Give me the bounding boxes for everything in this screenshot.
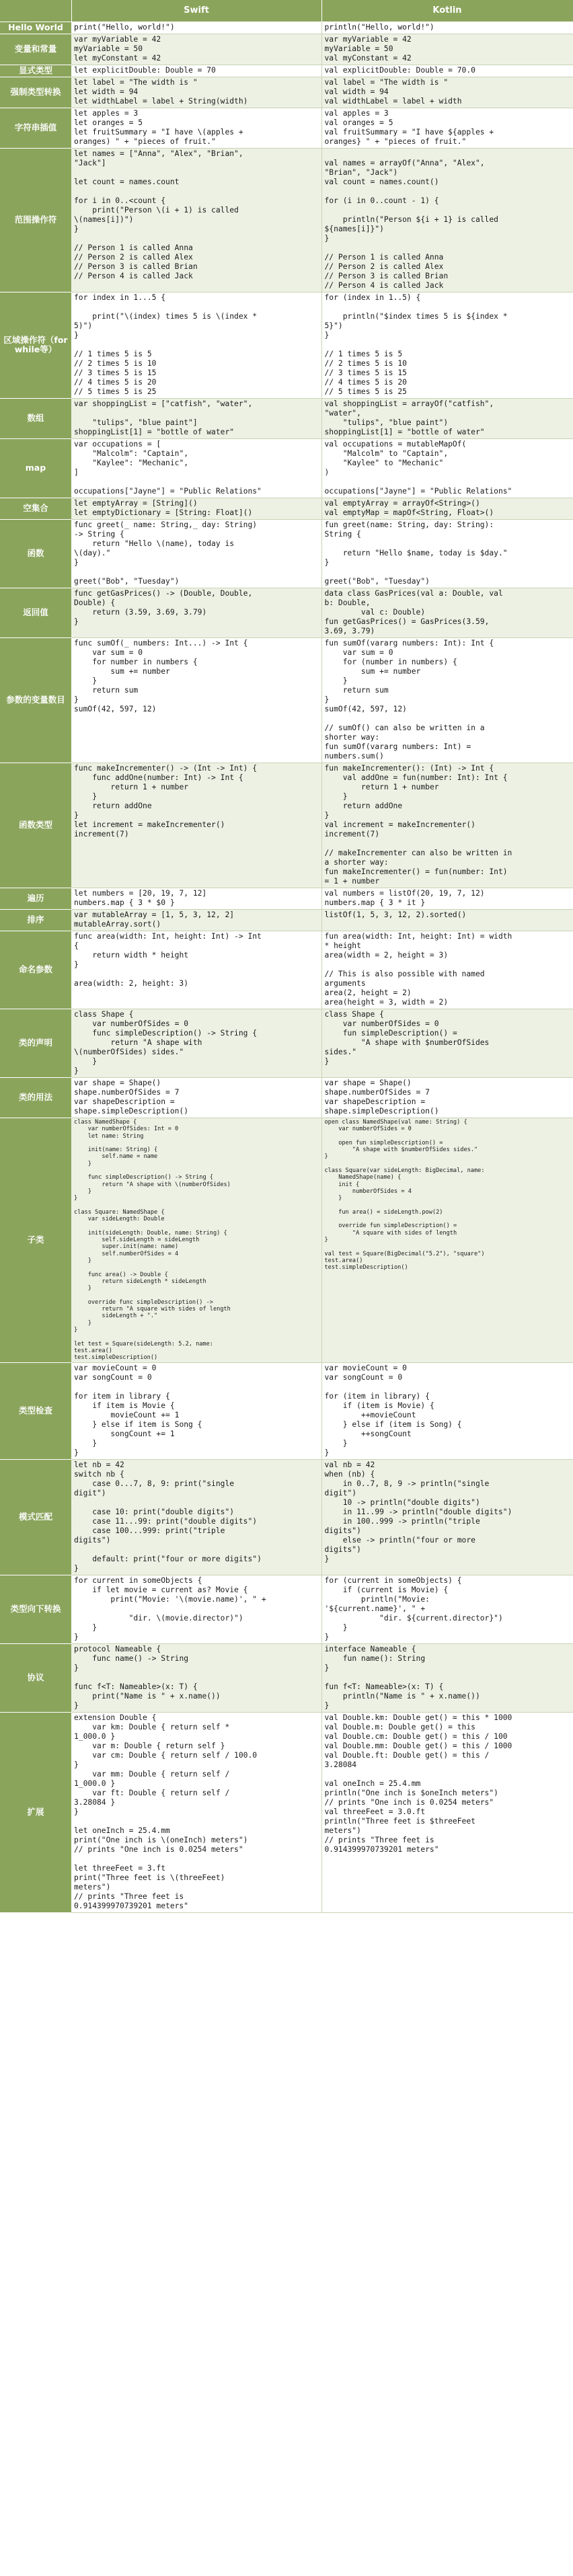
swift-cell [71, 1363, 321, 1460]
kotlin-code: open class NamedShape(val name: String) { var numberOfSides = 0 open fun simpleDescription() = "A shape with $numberOfSides sides." } class Square(var sideLength: BigDecimal, name: NamedShape(name) { init { numberOfSides = 4 } fun area() = sideLength.pow(2) override fun simpleDescription() = "A square with sides of length } val test = Square(BigDecimal("5.2"), "square") test.area() test.simpleDescription() [324, 1119, 485, 1272]
table-row [0, 888, 573, 910]
swift-cell [71, 399, 321, 439]
kotlin-code: listOf(1, 5, 3, 12, 2).sorted() [324, 910, 467, 919]
kotlin-code: fun area(width: Int, height: Int) = width * height area(width = 2, height = 3) // This is also possible with named arguments area(2, height = 2) area(height = 3, width = 2) [324, 932, 512, 1007]
row-topic: map [0, 439, 71, 498]
kotlin-code: val label = "The width is " val width = 94 val widthLabel = label + width [324, 78, 462, 106]
kotlin-code: val shoppingList = arrayOf("catfish", "water", "tulips", "blue paint") shoppingList[1] = "bottle of water" [324, 399, 494, 436]
row-topic: 返回值 [0, 588, 71, 638]
kotlin-cell [321, 931, 573, 1009]
table-row [0, 1713, 573, 1913]
row-topic: Hello World [0, 22, 71, 34]
kotlin-code: var myVariable = 42 myVariable = 50 val myConstant = 42 [324, 35, 412, 63]
kotlin-code: interface Nameable { fun name(): String } fun f<T: Nameable>(x: T) { println("Name is " + x.name()) } [324, 1645, 480, 1711]
kotlin-cell [321, 292, 573, 399]
swift-code: let explicitDouble: Double = 70 [74, 66, 216, 75]
table-row [0, 1460, 573, 1575]
swift-cell [71, 638, 321, 763]
row-topic: 函数类型 [0, 763, 71, 888]
header-swift: Swift [71, 0, 321, 22]
swift-code: var shape = Shape() shape.numberOfSides = 7 var shapeDescription = shape.simpleDescription() [74, 1079, 189, 1116]
swift-code: let label = "The width is " let width = 94 let widthLabel = label + String(width) [74, 78, 248, 106]
kotlin-code: class Shape { var numberOfSides = 0 fun simpleDescription() = "A shape with $numberOfSides sides." } [324, 1010, 490, 1066]
kotlin-code: data class GasPrices(val a: Double, val b: Double, val c: Double) fun getGasPrices() = GasPrices(3.59, 3.69, 3.79) [324, 589, 503, 635]
kotlin-cell [321, 1644, 573, 1713]
kotlin-code: val numbers = listOf(20, 19, 7, 12) numbers.map { 3 * it } [324, 889, 485, 907]
kotlin-cell [321, 399, 573, 439]
header-topic [0, 0, 71, 22]
row-topic: 扩展 [0, 1713, 71, 1913]
kotlin-cell [321, 1460, 573, 1575]
swift-code: func area(width: Int, height: Int) -> Int { return width * height } area(width: 2, height: 3) [74, 932, 262, 988]
row-topic: 函数 [0, 520, 71, 588]
row-topic: 子类 [0, 1118, 71, 1363]
kotlin-code: val names = arrayOf("Anna", "Alex", "Brian", "Jack") val count = names.count() for (i in 0..count - 1) { println("Person ${i + 1} is called ${names[i]}") } // Person 1 is called Anna // Person 2 is called Alex // Person 3 is called Brian // Person 4 is called Jack [324, 159, 498, 290]
kotlin-code: val explicitDouble: Double = 70.0 [324, 66, 475, 75]
row-topic: 显式类型 [0, 65, 71, 77]
row-topic: 类的用法 [0, 1078, 71, 1118]
swift-cell [71, 520, 321, 588]
kotlin-cell [321, 498, 573, 520]
header-kotlin: Kotlin [321, 0, 573, 22]
row-topic: 模式匹配 [0, 1460, 71, 1575]
swift-code: for index in 1...5 { print("\(index) times 5 is \(index * 5)") } // 1 times 5 is 5 // 2 times 5 is 10 // 3 times 5 is 15 // 4 times 5 is 20 // 5 times 5 is 25 [74, 293, 258, 396]
table-row [0, 910, 573, 931]
kotlin-cell [321, 22, 573, 34]
kotlin-cell [321, 1009, 573, 1078]
kotlin-code: println("Hello, world!") [324, 23, 434, 32]
swift-code: print("Hello, world!") [74, 23, 175, 32]
kotlin-cell [321, 1118, 573, 1363]
swift-code: protocol Nameable { func name() -> String } func f<T: Nameable>(x: T) { print("Name is " + x.name()) } [74, 1645, 221, 1711]
swift-code: class Shape { var numberOfSides = 0 func simpleDescription() -> String { return "A shape with \(numberOfSides) sides." } } [74, 1010, 258, 1075]
swift-cell [71, 1644, 321, 1713]
table-row [0, 292, 573, 399]
row-topic: 协议 [0, 1644, 71, 1713]
row-topic: 类的声明 [0, 1009, 71, 1078]
swift-cell [71, 1713, 321, 1913]
table-row [0, 149, 573, 292]
swift-code: func greet(_ name: String,_ day: String) -> String { return "Hello \(name), today is \(day)." } greet("Bob", "Tuesday") [74, 520, 258, 586]
kotlin-cell [321, 638, 573, 763]
row-topic: 类型检查 [0, 1363, 71, 1460]
swift-cell [71, 588, 321, 638]
row-topic: 强制类型转换 [0, 77, 71, 108]
swift-code: func getGasPrices() -> (Double, Double, Double) { return (3.59, 3.69, 3.79) } [74, 589, 253, 626]
table-row [0, 399, 573, 439]
swift-code: var shoppingList = ["catfish", "water", "tulips", "blue paint"] shoppingList[1] = "bottle of water" [74, 399, 253, 436]
kotlin-code: for (index in 1..5) { println("$index times 5 is ${index * 5}") } // 1 times 5 is 5 // 2 times 5 is 10 // 3 times 5 is 15 // 4 times 5 is 20 // 5 times 5 is 25 [324, 293, 508, 396]
row-topic: 参数的变量数目 [0, 638, 71, 763]
table-row [0, 1644, 573, 1713]
table-row [0, 108, 573, 149]
kotlin-code: fun greet(name: String, day: String): String { return "Hello $name, today is $day." } greet("Bob", "Tuesday") [324, 520, 508, 586]
kotlin-code: val nb = 42 when (nb) { in 0..7, 8, 9 -> println("single digit") 10 -> println("double digits") in 11..99 -> println("double digits") in 100..999 -> println("triple digits") else -> println("four or more digits") } [324, 1460, 512, 1564]
swift-code: let numbers = [20, 19, 7, 12] numbers.map { 3 * $0 } [74, 889, 207, 907]
kotlin-code: fun sumOf(vararg numbers: Int): Int { var sum = 0 for (number in numbers) { sum += number } return sum } sumOf(42, 597, 12) // sumOf() can also be written in a shorter way: fun sumOf(vararg numbers: Int) = numbers.sum() [324, 639, 494, 760]
table-row [0, 1078, 573, 1118]
swift-code: func makeIncrementer() -> (Int -> Int) { func addOne(number: Int) -> Int { return 1 + number } return addOne } let increment = makeIncrementer() increment(7) [74, 764, 258, 838]
swift-code: var myVariable = 42 myVariable = 50 let myConstant = 42 [74, 35, 161, 63]
row-topic: 变量和常量 [0, 34, 71, 65]
kotlin-code: val emptyArray = arrayOf<String>() val emptyMap = mapOf<String, Float>() [324, 499, 494, 517]
swift-code: class NamedShape { var numberOfSides: Int = 0 let name: String init(name: String) { self.name = name } func simpleDescription() -> String { return "A shape with \(numberOfSides) } } class Square: NamedShape { var sideLength: Double init(sideLength: Double, name: String) { self.sideLength = sideLength super.init(name: name) self.numberOfSides = 4 } func area() -> Double { return sideLength * sideLength } override func simpleDescription() -> return "A square with sides of length sideLength + "." } } let test = Square(sideLength: 5.2, name: test.area() test.simpleDescription() [74, 1119, 231, 1362]
kotlin-cell [321, 149, 573, 292]
table-row [0, 1118, 573, 1363]
swift-cell [71, 22, 321, 34]
kotlin-cell [321, 34, 573, 65]
swift-code: let nb = 42 switch nb { case 0...7, 8, 9: print("single digit") case 10: print("double digits") case 11...99: print("double digits") case 100...999: print("triple digits") default: print("four or more digits") } [74, 1460, 262, 1573]
kotlin-code: var movieCount = 0 var songCount = 0 for (item in library) { if (item is Movie) { ++movieCount } else if (item is Song) { ++songCount } } [324, 1364, 462, 1458]
kotlin-cell [321, 77, 573, 108]
table-row [0, 498, 573, 520]
swift-cell [71, 1078, 321, 1118]
swift-cell [71, 439, 321, 498]
swift-cell [71, 292, 321, 399]
swift-cell [71, 1575, 321, 1644]
kotlin-cell [321, 1575, 573, 1644]
swift-cell [71, 763, 321, 888]
table-row [0, 65, 573, 77]
kotlin-code: var shape = Shape() shape.numberOfSides = 7 var shapeDescription = shape.simpleDescription() [324, 1079, 439, 1116]
kotlin-cell [321, 588, 573, 638]
swift-code: func sumOf(_ numbers: Int...) -> Int { var sum = 0 for number in numbers { sum += number } return sum } sumOf(42, 597, 12) [74, 639, 248, 713]
table-row [0, 77, 573, 108]
kotlin-code: val Double.km: Double get() = this * 1000 val Double.m: Double get() = this val Double.cm: Double get() = this / 100 val Double.mm: Double get() = this / 1000 val Double.ft: Double get() = this / 3.28084 val oneInch = 25.4.mm println("One inch is $oneInch meters") // prints "One inch is 0.0254 meters" val threeFeet = 3.0.ft println("Three feet is $threeFeet meters") // prints "Three feet is 0.914399970739201 meters" [324, 1713, 512, 1855]
header-row [0, 0, 573, 22]
row-topic: 遍历 [0, 888, 71, 910]
swift-code: for current in someObjects { if let movie = current as? Movie { print("Movie: '\(movie.name)', " + "dir. \(movie.director)") } } [74, 1576, 266, 1642]
swift-cell [71, 888, 321, 910]
swift-code: let names = ["Anna", "Alex", "Brian", "Jack"] let count = names.count for i in 0..<count { print("Person \(i + 1) is called \(names[i])") } // Person 1 is called Anna // Person 2 is called Alex // Person 3 is called Brian // Person 4 is called Jack [74, 149, 243, 280]
kotlin-code: val occupations = mutableMapOf( "Malcolm" to "Captain", "Kaylee" to "Mechanic" ) occupations["Jayne"] = "Public Relations" [324, 440, 512, 496]
swift-code: var mutableArray = [1, 5, 3, 12, 2] mutableArray.sort() [74, 910, 235, 929]
table-row [0, 520, 573, 588]
swift-cell [71, 931, 321, 1009]
swift-code: var movieCount = 0 var songCount = 0 for item in library { if item is Movie { movieCount += 1 } else if item is Song { songCount += 1 } } [74, 1364, 202, 1458]
swift-cell [71, 65, 321, 77]
kotlin-cell [321, 108, 573, 149]
swift-cell [71, 1460, 321, 1575]
kotlin-code: for (current in someObjects) { if (current is Movie) { println("Movie: '${current.name}', " + "dir. ${current.director}") } } [324, 1576, 503, 1642]
swift-cell [71, 1118, 321, 1363]
table-row [0, 1575, 573, 1644]
swift-code: let emptyArray = [String]() let emptyDictionary = [String: Float]() [74, 499, 253, 517]
row-topic: 数组 [0, 399, 71, 439]
kotlin-code: fun makeIncrementer(): (Int) -> Int { val addOne = fun(number: Int): Int { return 1 + number } return addOne } val increment = makeIncrementer() increment(7) // makeIncrementer can also be written in a shorter way: fun makeIncrementer() = fun(number: Int) = 1 + number [324, 764, 512, 886]
kotlin-cell [321, 1713, 573, 1913]
swift-code: let apples = 3 let oranges = 5 let fruitSummary = "I have \(apples + oranges) " + "pieces of fruit." [74, 109, 243, 146]
kotlin-cell [321, 1078, 573, 1118]
table-row [0, 638, 573, 763]
table-row [0, 763, 573, 888]
table-row [0, 931, 573, 1009]
kotlin-cell [321, 888, 573, 910]
row-topic: 类型向下转换 [0, 1575, 71, 1644]
swift-code: var occupations = [ "Malcolm": "Captain", "Kaylee": "Mechanic", ] occupations["Jayne"] = "Public Relations" [74, 440, 262, 496]
swift-cell [71, 108, 321, 149]
row-topic: 排序 [0, 910, 71, 931]
kotlin-cell [321, 910, 573, 931]
table-row [0, 439, 573, 498]
table-row [0, 1009, 573, 1078]
swift-cell [71, 498, 321, 520]
table-row [0, 22, 573, 34]
swift-cell [71, 34, 321, 65]
kotlin-cell [321, 1363, 573, 1460]
kotlin-cell [321, 65, 573, 77]
swift-cell [71, 1009, 321, 1078]
table-body [0, 22, 573, 1913]
table-row [0, 588, 573, 638]
kotlin-cell [321, 520, 573, 588]
row-topic: 命名参数 [0, 931, 71, 1009]
row-topic: 范围操作符 [0, 149, 71, 292]
kotlin-cell [321, 439, 573, 498]
swift-cell [71, 910, 321, 931]
table-row [0, 1363, 573, 1460]
row-topic: 空集合 [0, 498, 71, 520]
swift-cell [71, 149, 321, 292]
row-topic: 区域操作符（for while等） [0, 292, 71, 399]
row-topic: 字符串插值 [0, 108, 71, 149]
swift-code: extension Double { var km: Double { return self * 1_000.0 } var m: Double { return self } var cm: Double { return self / 100.0 } var mm: Double { return self / 1_000.0 } var ft: Double { return self / 3.28084 } } let oneInch = 25.4.mm print("One inch is \(oneInch) meters") // prints "One inch is 0.0254 meters" let threeFeet = 3.ft print("Three feet is \(threeFeet) meters") // prints "Three feet is 0.914399970739201 meters" [74, 1713, 258, 1911]
swift-cell [71, 77, 321, 108]
kotlin-code: val apples = 3 val oranges = 5 val fruitSummary = "I have ${apples + oranges} " + "pieces of fruit." [324, 109, 494, 146]
table-row [0, 34, 573, 65]
kotlin-cell [321, 763, 573, 888]
